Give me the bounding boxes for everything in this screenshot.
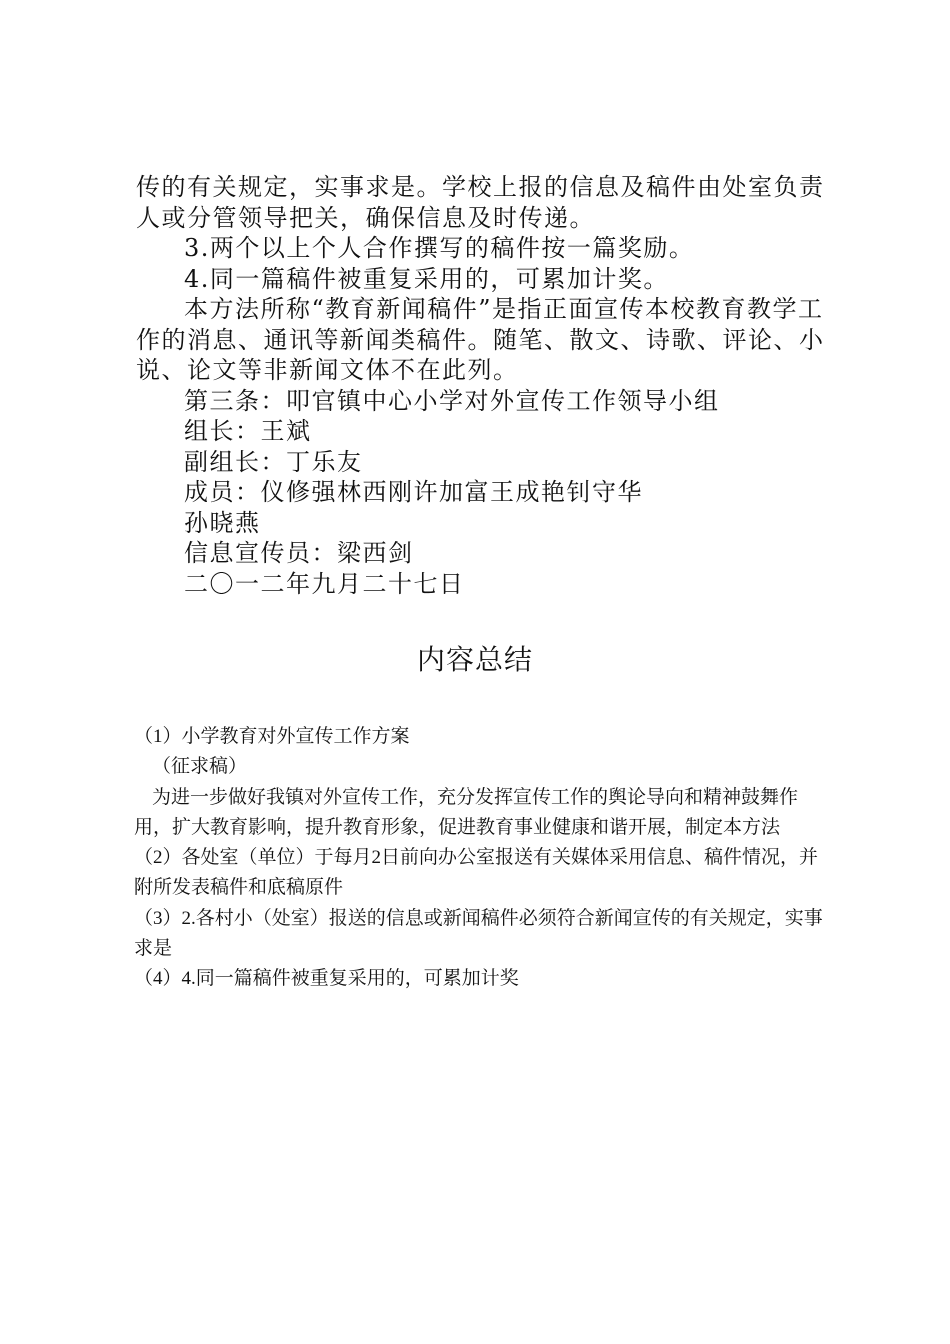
section-three-heading: 第三条：叩官镇中心小学对外宣传工作领导小组 xyxy=(184,386,720,415)
body-paragraph-4: 本方法所称“教育新闻稿件”是指正面宣传本校教育教学工作的消息、通讯等新闻类稿件。随笔、散文、诗歌、评论、小说、论文等非新闻文体不在此列。 xyxy=(136,295,825,384)
summary-item-1-subtitle: （征求稿） xyxy=(152,756,248,778)
group-members-continued: 孙晓燕 xyxy=(184,508,261,537)
document-date: 二〇一二年九月二十七日 xyxy=(184,569,465,598)
summary-item-1: （1）小学教育对外宣传工作方案 xyxy=(134,726,410,747)
body-paragraph-3: 4.同一篇稿件被重复采用的，可累加计奖。 xyxy=(184,264,669,293)
summary-item-3: （3）2.各村小（处室）报送的信息或新闻稿件必须符合新闻宣传的有关规定，实事求是 xyxy=(134,907,823,960)
summary-section xyxy=(134,722,834,995)
summary-item-2: （2）各处室（单位）于每月2日前向办公室报送有关媒体采用信息、稿件情况，并附所发表稿件和底稿原件 xyxy=(134,847,819,899)
group-members: 成员：仪修强林西刚许加富王成艳钊守华 xyxy=(184,478,643,506)
body-paragraph-2: 3.两个以上个人合作撰写的稿件按一篇奖励。 xyxy=(184,234,695,262)
deputy-group-leader: 副组长：丁乐友 xyxy=(184,447,363,476)
group-leader: 组长：王斌 xyxy=(184,417,312,445)
summary-item-4: （4）4.同一篇稿件被重复采用的，可累加计奖 xyxy=(134,968,519,990)
summary-item-1-body: 为进一步做好我镇对外宣传工作，充分发挥宣传工作的舆论导向和精神鼓舞作用，扩大教育影响，提升教育形象，促进教育事业健康和谐开展，制定本方法 xyxy=(134,786,799,838)
body-paragraph-1: 传的有关规定，实事求是。学校上报的信息及稿件由处室负责人或分管领导把关，确保信息及时传递。 xyxy=(136,173,825,232)
information-officer: 信息宣传员：梁西剑 xyxy=(184,539,414,567)
summary-title: 内容总结 xyxy=(416,643,533,676)
document-body xyxy=(136,172,836,599)
